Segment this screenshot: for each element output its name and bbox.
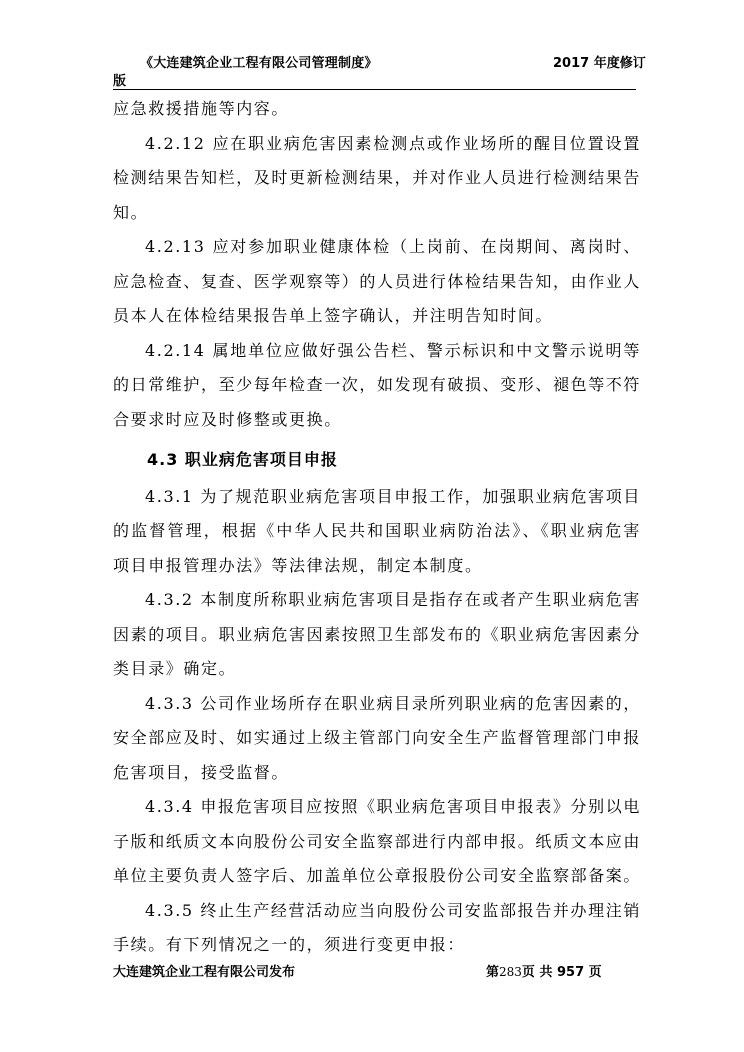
page-number: 283 xyxy=(499,965,522,979)
paragraph-4-2-13: 4.2.13 应对参加职业健康体检（上岗前、在岗期间、离岗时、应急检查、复查、医学观察等）的人员进行体检结果告知，由作业人员本人在体检结果报告单上签字确认，并注明告知时间。 xyxy=(113,237,642,325)
paragraph-4-3-1: 4.3.1 为了规范职业病危害项目申报工作，加强职业病危害项目的监督管理，根据《中华人民共和国职业病防治法》、《职业病危害项目申报管理办法》等法律法规，制定本制度。 xyxy=(113,486,641,575)
footer-publisher: 大连建筑企业工程有限公司发布 xyxy=(113,965,296,980)
header-edition-wrap: 版 xyxy=(113,74,127,89)
header-title: 《大连建筑企业工程有限公司管理制度》 xyxy=(140,56,378,71)
page-total: 957 xyxy=(556,965,585,980)
footer-page-count xyxy=(486,961,602,980)
page-prefix: 第 xyxy=(486,965,500,980)
paragraph-4-3-4: 4.3.4 申报危害项目应按照《职业病危害项目申报表》分别以电子版和纸质文本向股份公司安全监察部进行内部申报。纸质文本应由单位主要负责人签字后、加盖单位公章报股份公司安全监察部备案。 xyxy=(113,797,642,885)
paragraph-4-3-3: 4.3.3 公司作业场所存在职业病目录所列职业病的危害因素的，安全部应及时、如实通过上级主管部门向安全生产监督管理部门申报危害项目，接受监督。 xyxy=(113,693,642,782)
header-edition: 2017 年度修订 xyxy=(553,56,646,71)
section-heading-4-3: 4.3 职业病危害项目申报 xyxy=(147,450,338,469)
paragraph-4-2-14: 4.2.14 属地单位应做好强公告栏、警示标识和中文警示说明等的日常维护，至少每年检查一次，如发现有破损、变形、褪色等不符合要求时应及时修整或更换。 xyxy=(113,340,642,429)
document-body xyxy=(113,92,641,963)
paragraph-4-3-2: 4.3.2 本制度所称职业病危害项目是指存在或者产生职业病危害因素的项目。职业病危害因素按照卫生部发布的《职业病危害因素分类目录》确定。 xyxy=(113,590,642,678)
header-divider xyxy=(113,89,636,90)
page-middle: 页 共 xyxy=(521,965,553,980)
paragraph-4-3-5: 4.3.5 终止生产经营活动应当向股份公司安监部报告并办理注销手续。有下列情况之一的，须进行变更申报： xyxy=(113,900,641,954)
page-suffix: 页 xyxy=(588,965,602,980)
paragraph-4-2-12: 4.2.12 应在职业病危害因素检测点或作业场所的醒目位置设置检测结果告知栏，及时更新检测结果，并对作业人员进行检测结果告知。 xyxy=(113,133,642,222)
paragraph-continued: 应急救援措施等内容。 xyxy=(113,99,290,118)
